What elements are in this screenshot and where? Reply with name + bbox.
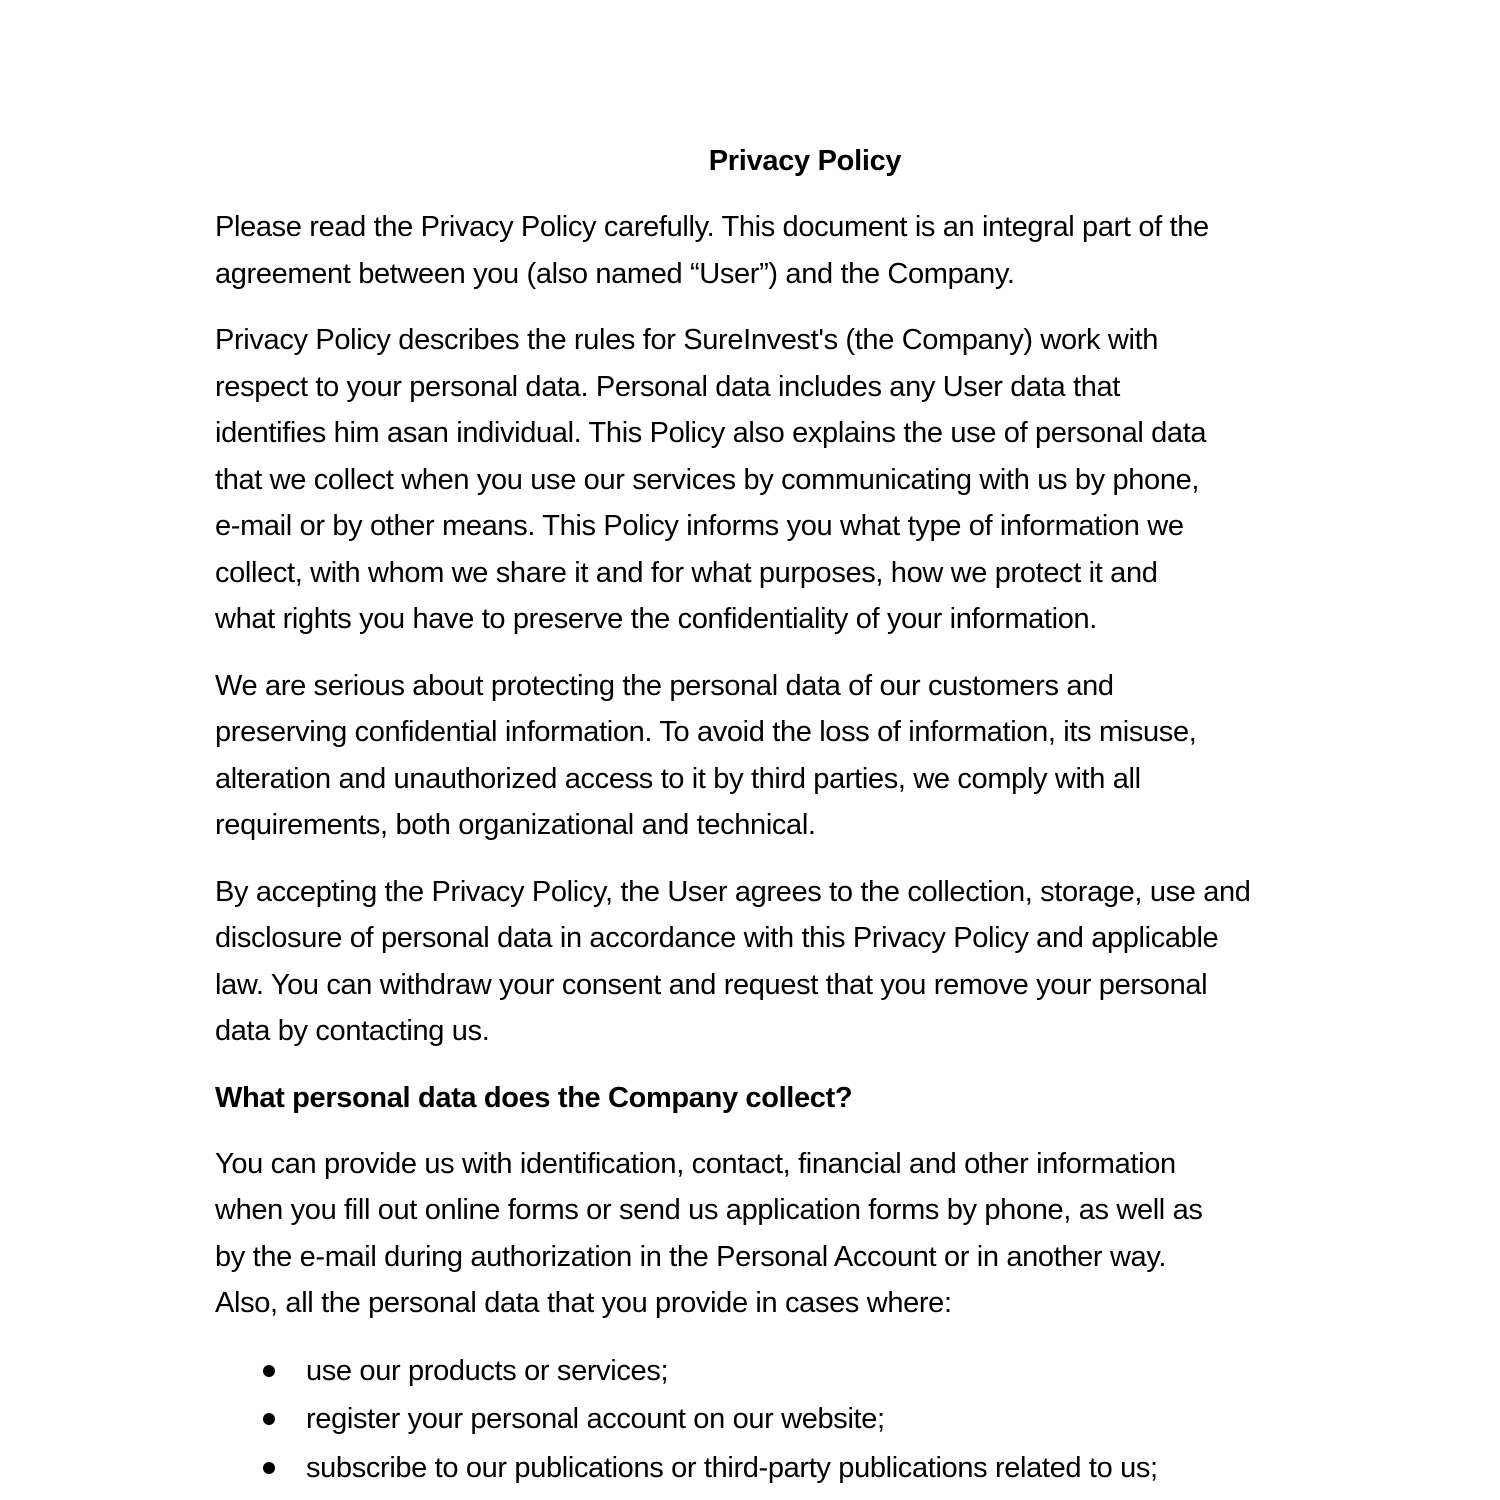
- bullet-icon: [263, 1462, 275, 1474]
- text-line: Please read the Privacy Policy carefully. This document is an integral part of the: [215, 211, 1209, 243]
- paragraph-policy-description: [215, 317, 1415, 643]
- paragraph-intro: [215, 204, 1415, 297]
- text-line: requirements, both organizational and technical.: [215, 809, 816, 841]
- list-item: [215, 1395, 1415, 1444]
- text-line: identifies him asan individual. This Policy also explains the use of personal data: [215, 417, 1207, 449]
- paragraph-consent: [215, 869, 1415, 1055]
- text-line: respect to your personal data. Personal data includes any User data that: [215, 370, 1120, 403]
- paragraph-data-collected: [215, 1141, 1415, 1327]
- bullet-icon: [263, 1365, 275, 1377]
- text-line: agreement between you (also named “User”) and the Company.: [215, 257, 1015, 290]
- text-line: data by contacting us.: [215, 1015, 490, 1047]
- text-line: what rights you have to preserve the confidentiality of your information.: [215, 603, 1097, 635]
- bullet-list: [215, 1347, 1415, 1493]
- text-line: when you fill out online forms or send us application forms by phone, as well as: [215, 1194, 1203, 1226]
- text-line: You can provide us with identification, contact, financial and other information: [215, 1147, 1176, 1180]
- text-line: We are serious about protecting the personal data of our customers and: [215, 669, 1114, 702]
- document-content: [215, 138, 1415, 1492]
- text-line: collect, with whom we share it and for what purposes, how we protect it and: [215, 556, 1158, 589]
- text-line: Privacy Policy describes the rules for SureInvest's (the Company) work with: [215, 324, 1159, 356]
- list-item: [215, 1347, 1415, 1396]
- text-line: law. You can withdraw your consent and request that you remove your personal: [215, 968, 1208, 1001]
- section-heading: What personal data does the Company collect?: [215, 1081, 853, 1114]
- text-line: by the e-mail during authorization in the Personal Account or in another way.: [215, 1240, 1167, 1273]
- text-line: By accepting the Privacy Policy, the User agrees to the collection, storage, use and: [215, 875, 1251, 908]
- list-item: [215, 1444, 1415, 1493]
- list-item-text: use our products or services;: [306, 1354, 669, 1387]
- text-line: alteration and unauthorized access to it by third parties, we comply with all: [215, 762, 1141, 795]
- bullet-icon: [263, 1413, 275, 1425]
- text-line: Also, all the personal data that you provide in cases where:: [215, 1287, 952, 1319]
- text-line: disclosure of personal data in accordance with this Privacy Policy and applicable: [215, 922, 1219, 954]
- document-title: Privacy Policy: [708, 145, 902, 177]
- paragraph-data-protection: [215, 663, 1415, 849]
- text-line: e-mail or by other means. This Policy informs you what type of information we: [215, 510, 1184, 542]
- text-line: preserving confidential information. To avoid the loss of information, its misuse,: [215, 716, 1197, 748]
- list-item-text: subscribe to our publications or third-party publications related to us;: [306, 1451, 1158, 1484]
- text-line: that we collect when you use our services by communicating with us by phone,: [215, 463, 1200, 496]
- list-item-text: register your personal account on our website;: [306, 1403, 885, 1435]
